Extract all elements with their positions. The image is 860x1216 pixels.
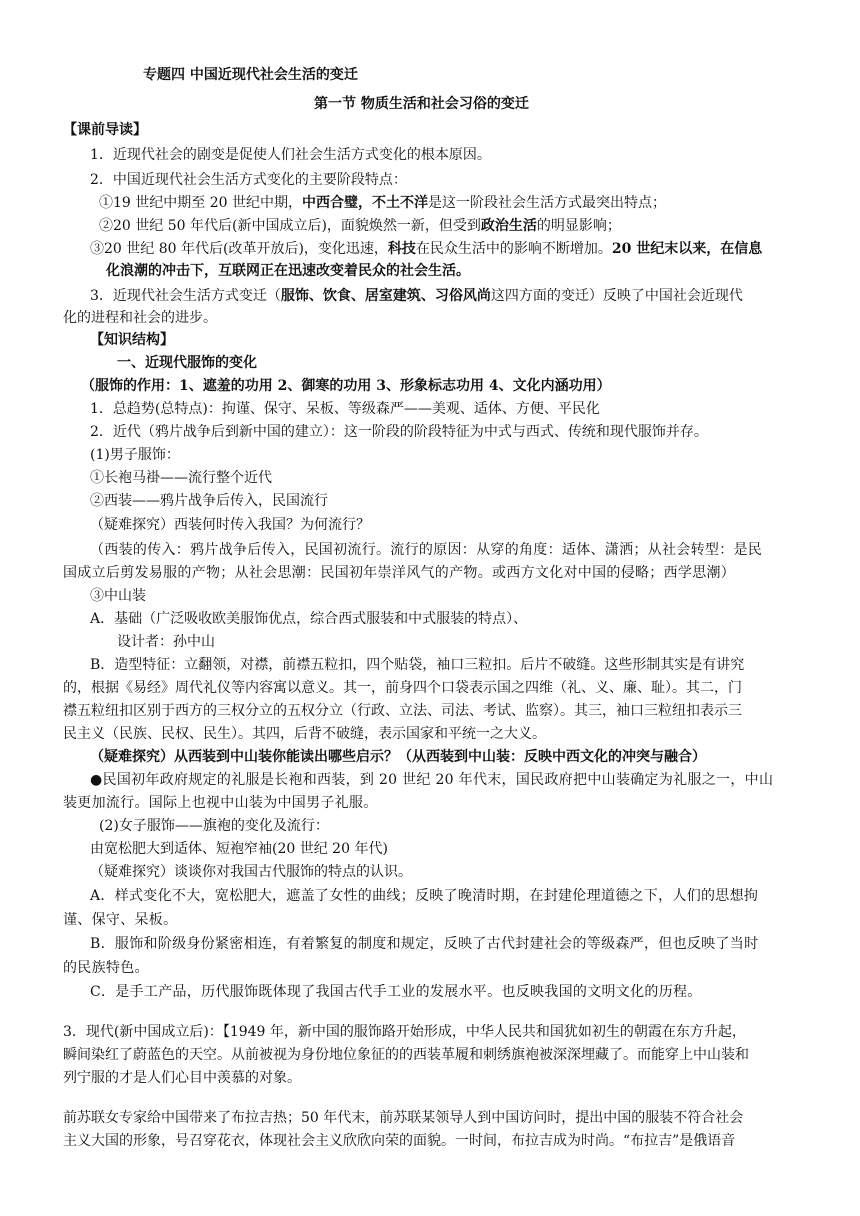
modern-era-line: 2．近代（鸦片战争后到新中国的建立）：这一阶段的阶段特征为中式与西式、传统和现代服饰并存。 [90,424,708,440]
stage-1-text: ①19 世纪中期至 20 世纪中期， [99,195,302,211]
zhongshan-features-3: 襟五粒纽扣区别于西方的三权分立的五权分立（行政、立法、司法、考试、监察）。其三，袖口三粒纽扣表示三 [63,703,742,719]
soviet-influence-line-2: 主义大国的形象，号召穿花衣，体现社会主义欣欣向荣的面貌。一时间，布拉吉成为时尚。“布拉吉”是俄语音 [63,1133,736,1149]
zhongshan-features-2: 的，根据《易经》周代礼仪等内容寓以意义。其一，前身四个口袋表示国之四维（礼、义、廉、耻）。其二，门 [63,680,742,696]
stage-2-emphasis: 政治生活 [480,218,537,234]
clothing-functions: （服饰的作用：1、遮羞的功用 2、御寒的功用 3、形象标志功用 4、文化内涵功用） [81,378,611,394]
question-2: （疑难探究）从西装到中山装你能读出哪些启示？（从西装到中山装：反映中西文化的冲突与融合） [90,749,706,765]
trend-line: 1．总趋势(总特点)：拘谨、保守、呆板、等级森严——美观、适体、方便、平民化 [90,401,600,417]
answer-1-line-1: （西装的传入：鸦片战争后传入，民国初流行。流行的原因：从穿的角度：适体、潇洒；从社会转型：是民 [90,542,763,558]
question-1: （疑难探究）西装何时传入我国？为何流行？ [90,517,370,533]
modern-clothing-line-3: 列宁服的才是人们心目中羡慕的对象。 [63,1070,301,1086]
topic-title: 专题四 中国近现代社会生活的变迁 [143,67,358,83]
zhongshan-basis: A．基础（广泛吸收欧美服饰优点，综合西式服装和中式服装的特点）、 [90,611,528,627]
answer-b-line-1: B．服饰和阶级身份紧密相连，有着繁复的制度和规定，反映了古代封建社会的等级森严，但也反映了当时 [90,936,759,952]
bullet-line-2: 装更加流行。国际上也视中山装为中国男子礼服。 [63,795,378,811]
stage-3-emphasis-2: 20 世纪末以来，在信息 [611,241,763,257]
stage-3-middle: 在民众生活中的影响不断增加。 [415,241,612,257]
section-title: 第一节 物质生活和社会习俗的变迁 [314,96,529,112]
section-heading-clothing: 一、近现代服饰的变化 [117,355,257,371]
men-clothing-heading: (1)男子服饰： [90,447,180,463]
women-item-1: 由宽松肥大到适体、短袍窄袖(20 世纪 20 年代) [90,841,388,857]
zhongshan-designer: 设计者：孙中山 [117,634,215,650]
stage-3-text: ③20 世纪 80 年代后(改革开放后)，变化迅速， [90,241,388,257]
guide-point-2: 2．中国近现代社会生活方式变化的主要阶段特点： [90,172,407,188]
guide-point-1: 1．近现代社会的剧变是促使人们社会生活方式变化的根本原因。 [90,147,491,163]
soviet-influence-line-1: 前苏联女专家给中国带来了布拉吉热；50 年代末，前苏联某领导人到中国访问时，提出中国的服装不符合社会 [63,1110,744,1126]
answer-1-line-2: 国成立后剪发易服的产物；从社会思潮：民国初年崇洋风气的产物。或西方文化对中国的侵略；西学思潮） [63,565,736,581]
modern-clothing-line-1: 3．现代(新中国成立后)：【1949 年，新中国的服饰路开始形成，中华人民共和国犹如初生的朝霞在东方升起， [63,1024,746,1040]
answer-b-line-2: 的民族特色。 [63,960,149,976]
men-item-3: ③中山装 [90,588,146,604]
guide-point-3 [90,286,743,306]
men-item-1: ①长袍马褂——流行整个近代 [90,470,272,486]
stage-1 [99,193,666,213]
stage-2-text: ②20 世纪 50 年代后(新中国成立后)，面貌焕然一新，但受到 [99,218,481,234]
bullet-line-1: ●民国初年政府规定的礼服是长袍和西装，到 20 世纪 20 年代末，国民政府把中山装确定为礼服之一，中山 [90,772,774,788]
stage-1-tail: 是这一阶段社会生活方式最突出特点； [427,195,666,211]
knowledge-heading: 【知识结构】 [90,332,174,348]
guide-heading: 【课前导读】 [63,122,147,138]
stage-3 [90,239,762,259]
guide-point-3-text: 3．近现代社会生活方式变迁（ [90,288,281,304]
answer-a-line-1: A．样式变化不大，宽松肥大，遮盖了女性的曲线；反映了晚清时期，在封建伦理道德之下，人们的思想拘 [90,888,759,904]
stage-2-tail: 的明显影响； [536,218,621,234]
men-item-2: ②西装——鸦片战争后传入，民国流行 [90,493,328,509]
stage-3-continued: 化浪潮的冲击下，互联网正在迅速改变着民众的社会生活。 [106,263,470,279]
women-clothing-heading: (2)女子服饰——旗袍的变化及流行： [99,818,329,834]
stage-2 [99,216,621,236]
question-3: （疑难探究）谈谈你对我国古代服饰的特点的认识。 [90,864,412,880]
modern-clothing-line-2: 瞬间染红了蔚蓝色的天空。从前被视为身份地位象征的的西装革履和刺绣旗袍被深深埋藏了。而能穿上中山装和 [63,1047,749,1063]
guide-point-3-emphasis: 服饰、饮食、居室建筑、习俗风尚 [280,288,491,304]
zhongshan-features-4: 民主义（民族、民权、民生）。其四，后背不破缝，表示国家和平统一之大义。 [63,726,546,742]
guide-point-3-continued: 化的进程和社会的进步。 [63,310,217,326]
stage-1-emphasis: 中西合璧，不土不洋 [301,195,428,211]
answer-a-line-2: 谨、保守、呆板。 [63,912,178,928]
stage-3-emphasis: 科技 [387,241,416,257]
guide-point-3-tail: 这四方面的变迁）反映了中国社会近现代 [490,288,743,304]
zhongshan-features-1: B．造型特征：立翻领，对襟，前襟五粒扣，四个贴袋，袖口三粒扣。后片不破缝。这些形制其实是有讲究 [90,657,745,673]
answer-c: C．是手工产品，历代服饰既体现了我国古代手工业的发展水平。也反映我国的文明文化的历程。 [90,984,702,1000]
